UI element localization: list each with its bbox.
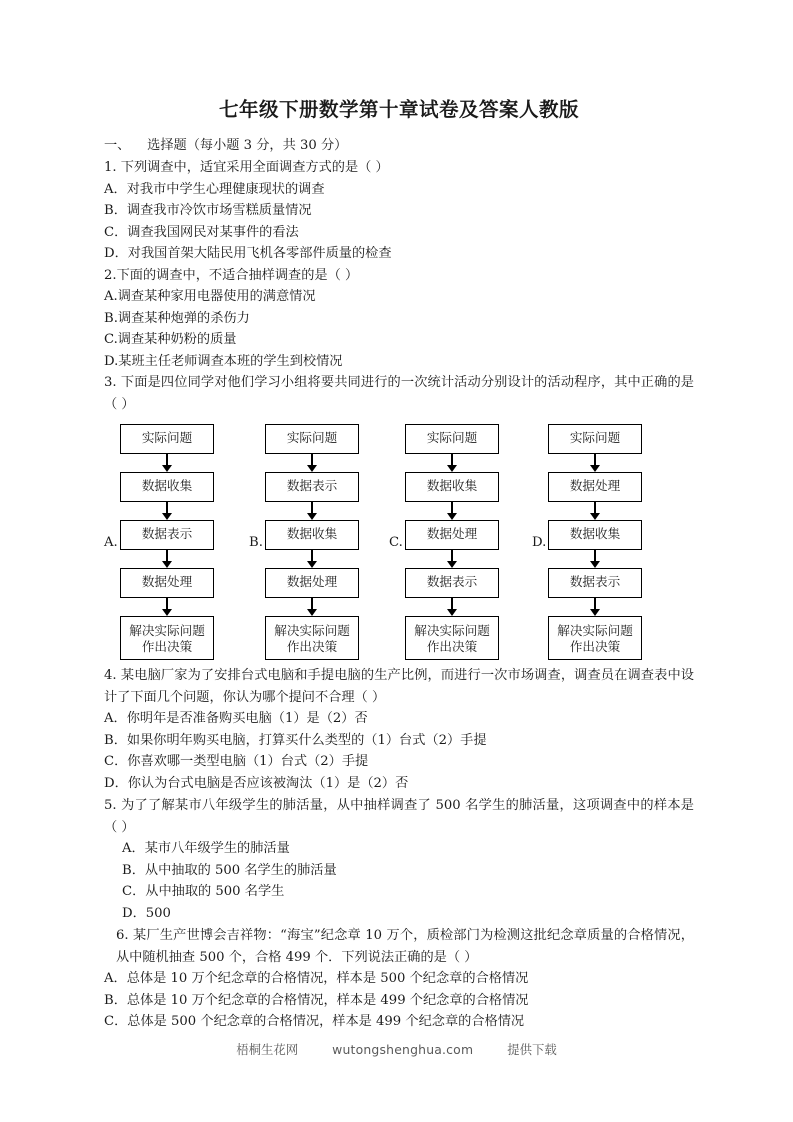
question-2-stem: 2.下面的调查中，不适合抽样调查的是（ ） xyxy=(104,267,359,283)
question-4-option-a: A．你明年是否准备购买电脑（1）是（2）否 xyxy=(104,711,368,727)
flowchart-d-step-1: 实际问题 xyxy=(548,424,642,454)
flowchart-option-b xyxy=(249,424,373,660)
question-2-option-b: B.调查某种炮弹的杀伤力 xyxy=(104,310,250,326)
question-6-option-a: A．总体是 10 万个纪念章的合格情况，样本是 500 个纪念章的合格情况 xyxy=(104,971,529,987)
flowchart-option-a xyxy=(104,424,228,660)
flowchart-a-step-2: 数据收集 xyxy=(120,472,214,502)
flowchart-b-step-5 xyxy=(265,616,359,660)
flowchart-d-step-4: 数据表示 xyxy=(548,568,642,598)
question-1-option-a: A．对我市中学生心理健康现状的调查 xyxy=(104,181,325,197)
question-1-option-d: D．对我国首架大陆民用飞机各零部件质量的检查 xyxy=(104,246,392,262)
question-1-option-c: C．调查我国网民对某事件的看法 xyxy=(104,224,299,240)
flowchart-b-step-2: 数据表示 xyxy=(265,472,359,502)
flowchart-b-arrow-3 xyxy=(265,550,359,568)
flowchart-d-step-5-line1: 解决实际问题 xyxy=(557,623,633,639)
footer-site-name: 梧桐生花网 xyxy=(236,1042,299,1057)
footer-download-text: 提供下载 xyxy=(507,1042,557,1057)
flowchart-b-step-5-line1: 解决实际问题 xyxy=(274,623,350,639)
flowchart-c-arrow-1 xyxy=(405,454,499,472)
question-6-option-b: B．总体是 10 万个纪念章的合格情况，样本是 499 个纪念章的合格情况 xyxy=(104,992,529,1008)
flowchart-b-arrow-1 xyxy=(265,454,359,472)
question-6 xyxy=(104,925,694,1033)
flowchart-b-arrow-4 xyxy=(265,598,359,616)
question-4-option-b: B．如果你明年购买电脑，打算买什么类型的（1）台式（2）手提 xyxy=(104,732,487,748)
question-5-option-c: C．从中抽取的 500 名学生 xyxy=(122,884,285,900)
flowchart-option-c xyxy=(389,424,513,660)
flowchart-a-step-3: 数据表示 xyxy=(120,520,214,550)
flowchart-c-step-5 xyxy=(405,616,499,660)
flowchart-c-arrow-3 xyxy=(405,550,499,568)
question-3 xyxy=(104,372,694,659)
question-3-flowchart-group xyxy=(104,424,694,659)
flowchart-d-arrow-2 xyxy=(548,502,642,520)
question-5-option-a: A．某市八年级学生的肺活量 xyxy=(122,841,290,857)
question-2 xyxy=(104,265,694,373)
footer-site-url: wutongshenghua.com xyxy=(332,1042,474,1057)
flowchart-a-arrow-3 xyxy=(120,550,214,568)
question-1-stem: 1. 下列调查中，适宜采用全面调查方式的是（ ） xyxy=(104,160,389,176)
flowchart-c-arrow-2 xyxy=(405,502,499,520)
flowchart-b-step-5-line2: 作出决策 xyxy=(286,639,338,655)
flowchart-c-arrow-4 xyxy=(405,598,499,616)
flowchart-d-step-5-line2: 作出决策 xyxy=(569,639,621,655)
question-1-option-b: B．调查我市冷饮市场雪糕质量情况 xyxy=(104,203,312,219)
flowchart-a-step-5 xyxy=(120,616,214,660)
flowchart-a-step-5-line2: 作出决策 xyxy=(141,639,193,655)
flowchart-d-arrow-1 xyxy=(548,454,642,472)
flowchart-a-label: A. xyxy=(104,535,118,551)
question-4-stem: 4. 某电脑厂家为了安排台式电脑和手提电脑的生产比例，而进行一次市场调查，调查员在调查表中设计了下面几个问题，你认为哪个提问不合理（ ） xyxy=(104,668,694,705)
flowchart-c-step-2: 数据收集 xyxy=(405,472,499,502)
page-footer xyxy=(0,1040,793,1058)
flowchart-a-step-5-line1: 解决实际问题 xyxy=(129,623,205,639)
flowchart-b-label: B. xyxy=(249,535,263,551)
flowchart-a-arrow-4 xyxy=(120,598,214,616)
flowchart-b-arrow-2 xyxy=(265,502,359,520)
section-heading-choice: 一、 选择题（每小题 3 分，共 30 分） xyxy=(104,138,348,154)
flowchart-c-step-5-line1: 解决实际问题 xyxy=(414,623,490,639)
flowchart-d-step-3: 数据收集 xyxy=(548,520,642,550)
question-5-stem: 5. 为了了解某市八年级学生的肺活量，从中抽样调查了 500 名学生的肺活量，这项调查中的样本是（ ） xyxy=(104,798,694,835)
question-6-option-c: C．总体是 500 个纪念章的合格情况，样本是 499 个纪念章的合格情况 xyxy=(104,1014,525,1030)
document-body xyxy=(104,96,694,1033)
flowchart-c-step-3: 数据处理 xyxy=(405,520,499,550)
flowchart-d-label: D. xyxy=(532,535,547,551)
page-title: 七年级下册数学第十章试卷及答案人教版 xyxy=(218,98,579,121)
question-5-option-b: B．从中抽取的 500 名学生的肺活量 xyxy=(122,862,337,878)
flowchart-c-step-4: 数据表示 xyxy=(405,568,499,598)
flowchart-c-step-1: 实际问题 xyxy=(405,424,499,454)
flowchart-d-arrow-3 xyxy=(548,550,642,568)
question-5 xyxy=(104,795,694,924)
flowchart-b-step-3: 数据收集 xyxy=(265,520,359,550)
flowchart-b-step-4: 数据处理 xyxy=(265,568,359,598)
flowchart-c-step-5-line2: 作出决策 xyxy=(426,639,478,655)
flowchart-b-step-1: 实际问题 xyxy=(265,424,359,454)
question-4-option-c: C．你喜欢哪一类型电脑（1）台式（2）手提 xyxy=(104,754,369,770)
flowchart-c-label: C. xyxy=(389,535,403,551)
question-5-option-d: D．500 xyxy=(122,905,171,921)
question-1 xyxy=(104,157,694,265)
question-6-stem: 6. 某厂生产世博会吉祥物：“海宝”纪念章 10 万个，质检部门为检测这批纪念章质量的合格情况，从中随机抽查 500 个，合格 499 个．下列说法正确的是（ ） xyxy=(116,928,694,965)
question-2-option-d: D.某班主任老师调查本班的学生到校情况 xyxy=(104,353,343,369)
flowchart-d-step-2: 数据处理 xyxy=(548,472,642,502)
question-3-stem: 3. 下面是四位同学对他们学习小组将要共同进行的一次统计活动分别设计的活动程序，其中正确的是（ ） xyxy=(104,375,694,412)
question-2-option-c: C.调查某种奶粉的质量 xyxy=(104,332,237,348)
flowchart-d-arrow-4 xyxy=(548,598,642,616)
flowchart-a-arrow-1 xyxy=(120,454,214,472)
question-4-option-d: D．你认为台式电脑是否应该被淘汰（1）是（2）否 xyxy=(104,775,409,791)
flowchart-a-step-4: 数据处理 xyxy=(120,568,214,598)
flowchart-d-step-5 xyxy=(548,616,642,660)
question-4 xyxy=(104,665,694,794)
flowchart-a-arrow-2 xyxy=(120,502,214,520)
flowchart-option-d xyxy=(532,424,656,660)
question-2-option-a: A.调查某种家用电器使用的满意情况 xyxy=(104,289,316,305)
flowchart-a-step-1: 实际问题 xyxy=(120,424,214,454)
